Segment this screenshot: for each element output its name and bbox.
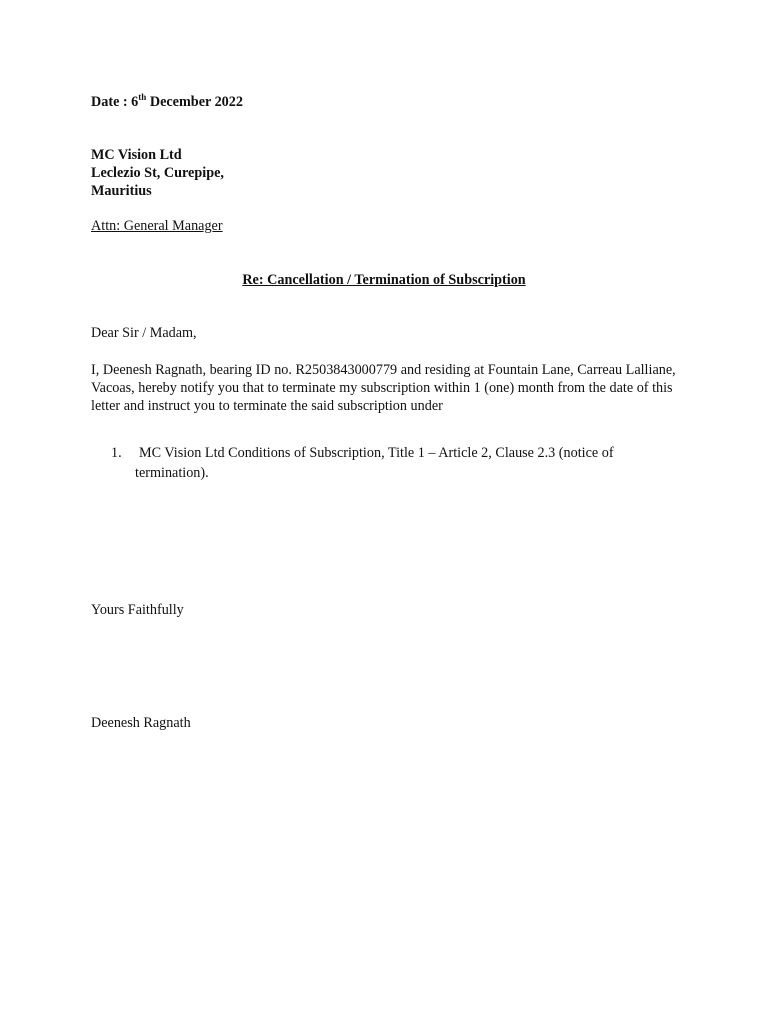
body-paragraph: I, Deenesh Ragnath, bearing ID no. R2503843000779 and residing at Fountain Lane, Carreau Lalliane, Vacoas, hereby notify you that to terminate my subscription within 1 (one) month from the date of this letter and instruct you to terminate the said subscription under <box>91 362 676 414</box>
recipient-country: Mauritius <box>91 183 152 199</box>
letter-date: Date : 6th December 2022 <box>91 92 243 110</box>
signature-name: Deenesh Ragnath <box>91 715 191 731</box>
attention-line: Attn: General Manager <box>91 218 223 234</box>
salutation: Dear Sir / Madam, <box>91 325 197 341</box>
recipient-street: Leclezio St, Curepipe, <box>91 165 224 181</box>
list-item-text: MC Vision Ltd Conditions of Subscription, Title 1 – Article 2, Clause 2.3 (notice of termination). <box>135 445 614 481</box>
recipient-company: MC Vision Ltd <box>91 147 182 163</box>
closing: Yours Faithfully <box>91 602 184 618</box>
recipient-address <box>91 146 224 200</box>
list-item-number: 1. <box>111 445 122 461</box>
subject-line: Re: Cancellation / Termination of Subscription <box>242 272 526 288</box>
